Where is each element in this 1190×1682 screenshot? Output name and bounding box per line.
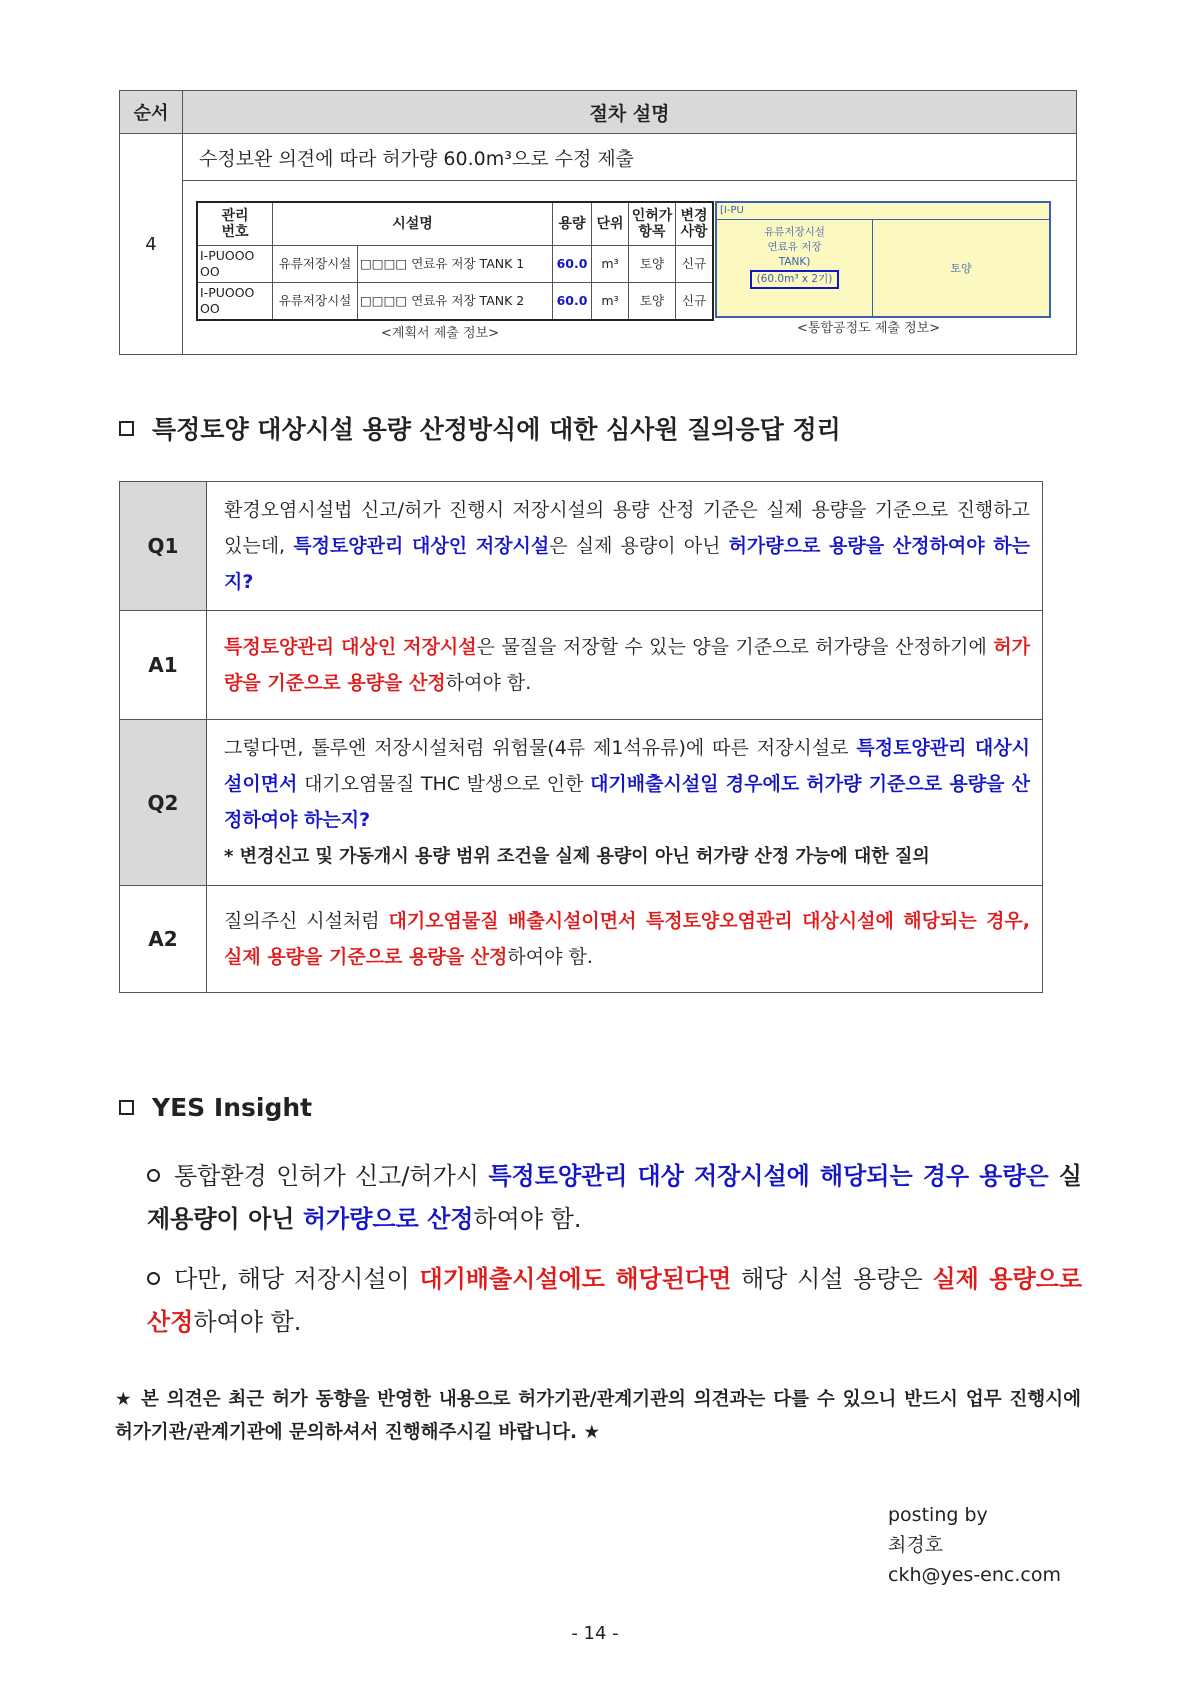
qa-text — [207, 611, 1043, 720]
checkbox-icon — [119, 1100, 134, 1115]
author-name: 최경호 — [888, 1534, 944, 1556]
section-title: YES Insight — [152, 1093, 313, 1122]
text-span: 은 물질을 저장할 수 있는 양을 기준으로 허가량을 산정하기에 — [476, 636, 994, 658]
text-span: 환경오염시설법 신고/허가 진행시 저장시설의 용량 산정 기준은 실제 용량을 기준으로 진행하고 있는데, — [224, 499, 1030, 557]
highlight-blue: 특정토양관리 대상시설이면서 — [224, 737, 1030, 795]
posting-by: posting by — [888, 1504, 988, 1526]
text-span: 하여야 함. — [193, 1308, 302, 1336]
diagram-line3: TANK) — [778, 256, 811, 268]
posting-info — [888, 1500, 1061, 1590]
text-span: 하여야 함. — [445, 672, 532, 694]
text-span: 하여야 함. — [473, 1205, 582, 1233]
qa-table — [119, 481, 1043, 993]
page-number: - 14 - — [571, 1623, 619, 1644]
text-span: 대기오염물질 THC 발생으로 인한 — [297, 773, 591, 795]
insight-point-1 — [147, 1155, 1082, 1241]
qa-text — [207, 482, 1043, 611]
insight-point-2 — [147, 1258, 1082, 1344]
procedure-table — [119, 90, 1077, 355]
change-value: 신규 — [676, 246, 714, 283]
header-order: 순서 — [120, 91, 183, 134]
diagram-capacity-box: (60.0m³ x 2기) — [750, 270, 840, 289]
highlight-red: 특정토양관리 대상인 저장시설 — [224, 636, 477, 658]
mgmt-no: I-PUOOO OO — [197, 283, 273, 321]
table-row — [197, 283, 713, 321]
step-description: 수정보완 의견에 따라 허가량 60.0m³으로 수정 제출 — [183, 134, 1077, 181]
qa-key: A1 — [120, 611, 207, 720]
col-change: 변경 사항 — [676, 202, 714, 246]
highlight-blue: 대기배출시설일 경우에도 허가량 기준으로 용량을 산정하여야 하는지? — [224, 773, 1030, 831]
text-span: 그렇다면, 톨루엔 저장시설처럼 위험물(4류 제1석유류)에 따른 저장시설로 — [224, 737, 857, 759]
qa-row — [120, 720, 1043, 886]
unit-value: m³ — [592, 246, 629, 283]
highlight-blue: 허가량으로 산정 — [302, 1205, 474, 1233]
facility-type: 유류저장시설 — [273, 283, 358, 321]
highlight-red: 대기배출시설에도 해당된다면 — [419, 1265, 732, 1293]
step-detail-cell — [183, 181, 1077, 355]
section-heading-insight — [119, 1093, 312, 1122]
author-email[interactable]: ckh@yes-enc.com — [888, 1564, 1061, 1586]
col-unit: 단위 — [592, 202, 629, 246]
capacity-value: 60.0 — [553, 246, 592, 283]
text-bold: 실제용량이 아닌 — [147, 1162, 1082, 1233]
highlight-red: 허가량을 기준으로 용량을 산정 — [224, 636, 1030, 694]
qa-row — [120, 611, 1043, 720]
section-heading-qa — [119, 410, 841, 446]
plan-caption: <계획서 제출 정보> — [381, 326, 499, 341]
diagram-caption: <통합공정도 제출 정보> — [797, 321, 941, 336]
bullet-circle-icon — [147, 1272, 160, 1285]
qa-key: Q1 — [120, 482, 207, 611]
permit-item-value: 토양 — [629, 283, 676, 321]
col-facility-name: 시설명 — [273, 202, 553, 246]
disclaimer-note: ★ 본 의견은 최근 허가 동향을 반영한 내용으로 허가기관/관계기관의 의견과는 다를 수 있으니 반드시 업무 진행시에 허가기관/관계기관에 문의하셔서 진행해주시길 바랍니다. ★ — [115, 1389, 1081, 1443]
qa-key: Q2 — [120, 720, 207, 886]
qa-key: A2 — [120, 886, 207, 993]
text-span: 통합환경 인허가 신고/허가시 — [174, 1162, 489, 1190]
diagram-line2: 연료유 저장 — [767, 241, 822, 253]
facility-name: □□□□ 연료유 저장 TANK 1 — [358, 246, 553, 283]
facility-type: 유류저장시설 — [273, 246, 358, 283]
diagram-medium: 토양 — [950, 261, 972, 275]
unit-value: m³ — [592, 283, 629, 321]
step-number: 4 — [120, 134, 183, 355]
bullet-circle-icon — [147, 1169, 160, 1182]
checkbox-icon — [119, 421, 134, 436]
text-span: 하여야 함. — [507, 946, 593, 968]
plan-table — [196, 201, 714, 321]
header-description: 절차 설명 — [183, 91, 1077, 134]
qa-text — [207, 886, 1043, 993]
qa-text — [207, 720, 1043, 886]
mgmt-no: I-PUOOO OO — [197, 246, 273, 283]
text-span: 질의주신 시설처럼 — [224, 910, 389, 932]
change-value: 신규 — [676, 283, 714, 321]
col-permit-item: 인허가 항목 — [629, 202, 676, 246]
text-span: 다만, 해당 저장시설이 — [174, 1265, 420, 1293]
diagram-line1: 유류저장시설 — [764, 226, 825, 238]
highlight-blue: 특정토양관리 대상인 저장시설 — [293, 535, 550, 557]
highlight-blue: 허가량으로 용량을 산정하여야 하는지? — [224, 535, 1030, 593]
capacity-value: 60.0 — [553, 283, 592, 321]
facility-name: □□□□ 연료유 저장 TANK 2 — [358, 283, 553, 321]
text-span: 해당 시설 용량은 — [731, 1265, 933, 1293]
text-span: 은 실제 용량이 아닌 — [549, 535, 729, 557]
qa-footnote: * 변경신고 및 가동개시 용량 범위 조건을 실제 용량이 아닌 허가량 산정 가능에 대한 질의 — [224, 846, 930, 867]
section-title: 특정토양 대상시설 용량 산정방식에 대한 심사원 질의응답 정리 — [152, 415, 841, 444]
qa-row — [120, 482, 1043, 611]
highlight-red: 대기오염물질 배출시설이면서 특정토양오염관리 대상시설에 해당되는 경우, 실제 용량을 기준으로 용량을 산정 — [224, 910, 1031, 968]
col-capacity: 용량 — [553, 202, 592, 246]
diagram-facility — [717, 225, 872, 289]
col-mgmt-no: 관리 번호 — [197, 202, 273, 246]
highlight-blue: 특정토양관리 대상 저장시설에 해당되는 경우 용량은 — [488, 1162, 1049, 1190]
process-diagram — [715, 201, 1051, 318]
qa-row — [120, 886, 1043, 993]
table-row — [197, 246, 713, 283]
highlight-red: 실제 용량으로 산정 — [147, 1265, 1083, 1336]
permit-item-value: 토양 — [629, 246, 676, 283]
diagram-header: [I-PU — [717, 203, 1049, 220]
